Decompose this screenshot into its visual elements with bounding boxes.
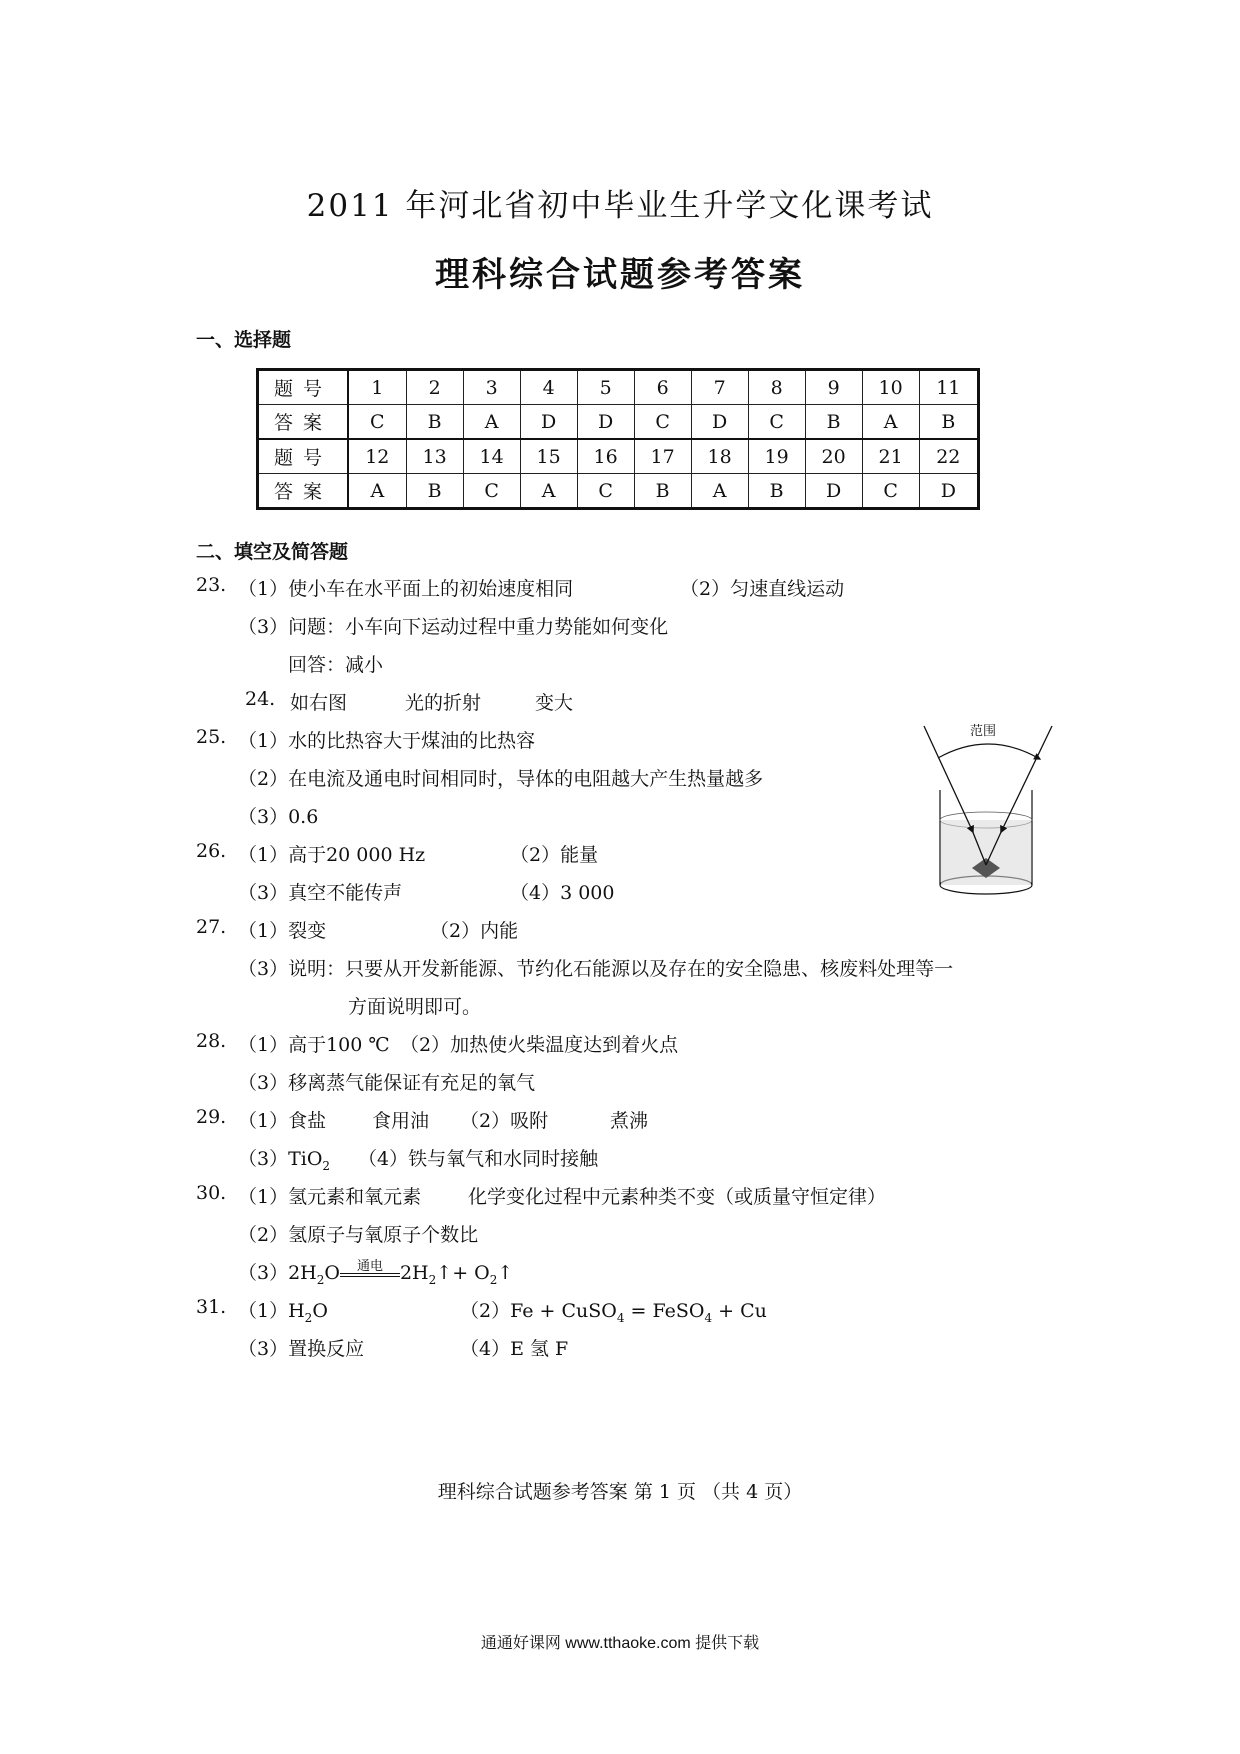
reaction-condition-arrow: 通电 xyxy=(340,1267,400,1281)
answer-27-2: （2）内能 xyxy=(430,920,519,942)
answer-23-3-reply: 回答：减小 xyxy=(288,654,384,676)
table-cell: 22 xyxy=(919,439,978,474)
answer-26-2: （2）能量 xyxy=(510,844,599,866)
answer-23-1: （1）使小车在水平面上的初始速度相同 xyxy=(238,578,574,600)
table-cell: B xyxy=(634,474,691,509)
answer-table xyxy=(256,368,980,510)
table-cell: C xyxy=(463,474,520,509)
answer-31-2: （2）Fe + CuSO$_4$ = FeSO$_4$ + Cu xyxy=(460,1300,767,1325)
table-cell: 4 xyxy=(520,370,577,405)
table-cell: D xyxy=(520,405,577,440)
table-cell: 14 xyxy=(463,439,520,474)
table-cell: 3 xyxy=(463,370,520,405)
table-cell: B xyxy=(805,405,862,440)
answer-30-1: （1）氢元素和氧元素 xyxy=(238,1186,422,1208)
answer-31-4: （4）E 氢 F xyxy=(460,1338,569,1360)
answer-26-1: （1）高于20 000 Hz xyxy=(238,844,426,866)
table-cell: 20 xyxy=(805,439,862,474)
answer-27-1: （1）裂变 xyxy=(238,920,327,942)
table-cell: C xyxy=(577,474,634,509)
answer-28-3: （3）移离蒸气能保证有充足的氧气 xyxy=(238,1072,536,1094)
row-header: 题号 xyxy=(258,370,349,405)
table-cell: 2 xyxy=(406,370,463,405)
answer-24-1: 如右图 xyxy=(290,692,348,714)
answer-29-2b: 煮沸 xyxy=(610,1110,649,1132)
table-cell: 13 xyxy=(406,439,463,474)
figure-label: 范围 xyxy=(970,724,997,739)
table-cell: B xyxy=(406,405,463,440)
table-cell: C xyxy=(862,474,919,509)
table-cell: D xyxy=(691,405,748,440)
row-header: 答案 xyxy=(258,474,349,509)
answer-27-3: （3）说明：只要从开发新能源、节约化石能源以及存在的安全隐患、核废料处理等一 xyxy=(238,958,954,980)
table-cell: B xyxy=(919,405,978,440)
question-number-23: 23. xyxy=(196,574,227,596)
table-cell: 10 xyxy=(862,370,919,405)
answer-29-1: （1）食盐 xyxy=(238,1110,327,1132)
answer-29-3: （3）TiO$_2$ xyxy=(238,1148,331,1173)
answer-29-2: （2）吸附 xyxy=(460,1110,549,1132)
source-credit: 通通好课网 www.tthaoke.com 提供下载 xyxy=(480,1635,760,1652)
answer-23-3: （3）问题：小车向下运动过程中重力势能如何变化 xyxy=(238,616,669,638)
table-cell: 11 xyxy=(919,370,978,405)
table-cell: A xyxy=(691,474,748,509)
table-cell: D xyxy=(577,405,634,440)
table-cell: 16 xyxy=(577,439,634,474)
page-subtitle: 理科综合试题参考答案 xyxy=(435,255,805,295)
table-cell: 9 xyxy=(805,370,862,405)
table-cell: A xyxy=(862,405,919,440)
answer-30-1b: 化学变化过程中元素种类不变（或质量守恒定律） xyxy=(468,1186,887,1208)
table-cell: 12 xyxy=(348,439,406,474)
table-cell: A xyxy=(520,474,577,509)
page-title: 2011 年河北省初中毕业生升学文化课考试 xyxy=(306,188,934,224)
table-row xyxy=(258,405,979,440)
table-cell: 5 xyxy=(577,370,634,405)
answer-26-3: （3）真空不能传声 xyxy=(238,882,403,904)
table-row xyxy=(258,439,979,474)
answer-29-4: （4）铁与氧气和水同时接触 xyxy=(358,1148,599,1170)
section-choice-label: 一、选择题 xyxy=(196,329,292,351)
refraction-diagram xyxy=(920,720,1060,900)
section-fill-label: 二、填空及简答题 xyxy=(196,541,349,563)
question-number-26: 26. xyxy=(196,840,227,862)
table-cell: 7 xyxy=(691,370,748,405)
table-cell: D xyxy=(805,474,862,509)
question-number-28: 28. xyxy=(196,1030,227,1052)
row-header: 答案 xyxy=(258,405,349,440)
question-number-29: 29. xyxy=(196,1106,227,1128)
table-cell: C xyxy=(348,405,406,440)
table-cell: D xyxy=(919,474,978,509)
answer-25-2: （2）在电流及通电时间相同时，导体的电阻越大产生热量越多 xyxy=(238,768,764,790)
table-cell: 17 xyxy=(634,439,691,474)
table-row xyxy=(258,474,979,509)
answer-26-4: （4）3 000 xyxy=(510,882,615,904)
page-footer: 理科综合试题参考答案 第 1 页 （共 4 页） xyxy=(437,1481,803,1503)
question-number-27: 27. xyxy=(196,916,227,938)
row-header: 题号 xyxy=(258,439,349,474)
table-cell: 1 xyxy=(348,370,406,405)
table-cell: C xyxy=(748,405,805,440)
answer-23-2: （2）匀速直线运动 xyxy=(680,578,845,600)
refraction-figure xyxy=(920,720,1060,900)
table-cell: 18 xyxy=(691,439,748,474)
answer-30-2: （2）氢原子与氧原子个数比 xyxy=(238,1224,479,1246)
table-cell: 15 xyxy=(520,439,577,474)
answer-24-3: 变大 xyxy=(535,692,574,714)
question-number-31: 31. xyxy=(196,1296,227,1318)
answer-28-2: （2）加热使火柴温度达到着火点 xyxy=(400,1034,679,1056)
answer-30-3-equation: $(3)2H_2O$ 通电 $2H_2↑+$ $O_2↑$ xyxy=(238,1259,514,1287)
answer-24-2: 光的折射 xyxy=(405,692,482,714)
answer-28-1: （1）高于100 ℃ xyxy=(238,1034,390,1056)
answer-25-3: （3）0.6 xyxy=(238,806,319,828)
table-cell: A xyxy=(463,405,520,440)
question-number-30: 30. xyxy=(196,1182,227,1204)
table-cell: B xyxy=(748,474,805,509)
table-cell: 21 xyxy=(862,439,919,474)
answer-29-1b: 食用油 xyxy=(372,1110,430,1132)
answer-27-3-cont: 方面说明即可。 xyxy=(348,996,482,1018)
table-cell: 8 xyxy=(748,370,805,405)
answer-25-1: （1）水的比热容大于煤油的比热容 xyxy=(238,730,536,752)
answer-31-1: $(1)H_2O$ xyxy=(238,1300,328,1325)
answer-31-3: （3）置换反应 xyxy=(238,1338,365,1360)
question-number-24: 24. xyxy=(245,688,276,710)
table-row xyxy=(258,370,979,405)
table-cell: 19 xyxy=(748,439,805,474)
question-number-25: 25. xyxy=(196,726,227,748)
table-cell: 6 xyxy=(634,370,691,405)
table-cell: C xyxy=(634,405,691,440)
table-cell: B xyxy=(406,474,463,509)
table-cell: A xyxy=(348,474,406,509)
